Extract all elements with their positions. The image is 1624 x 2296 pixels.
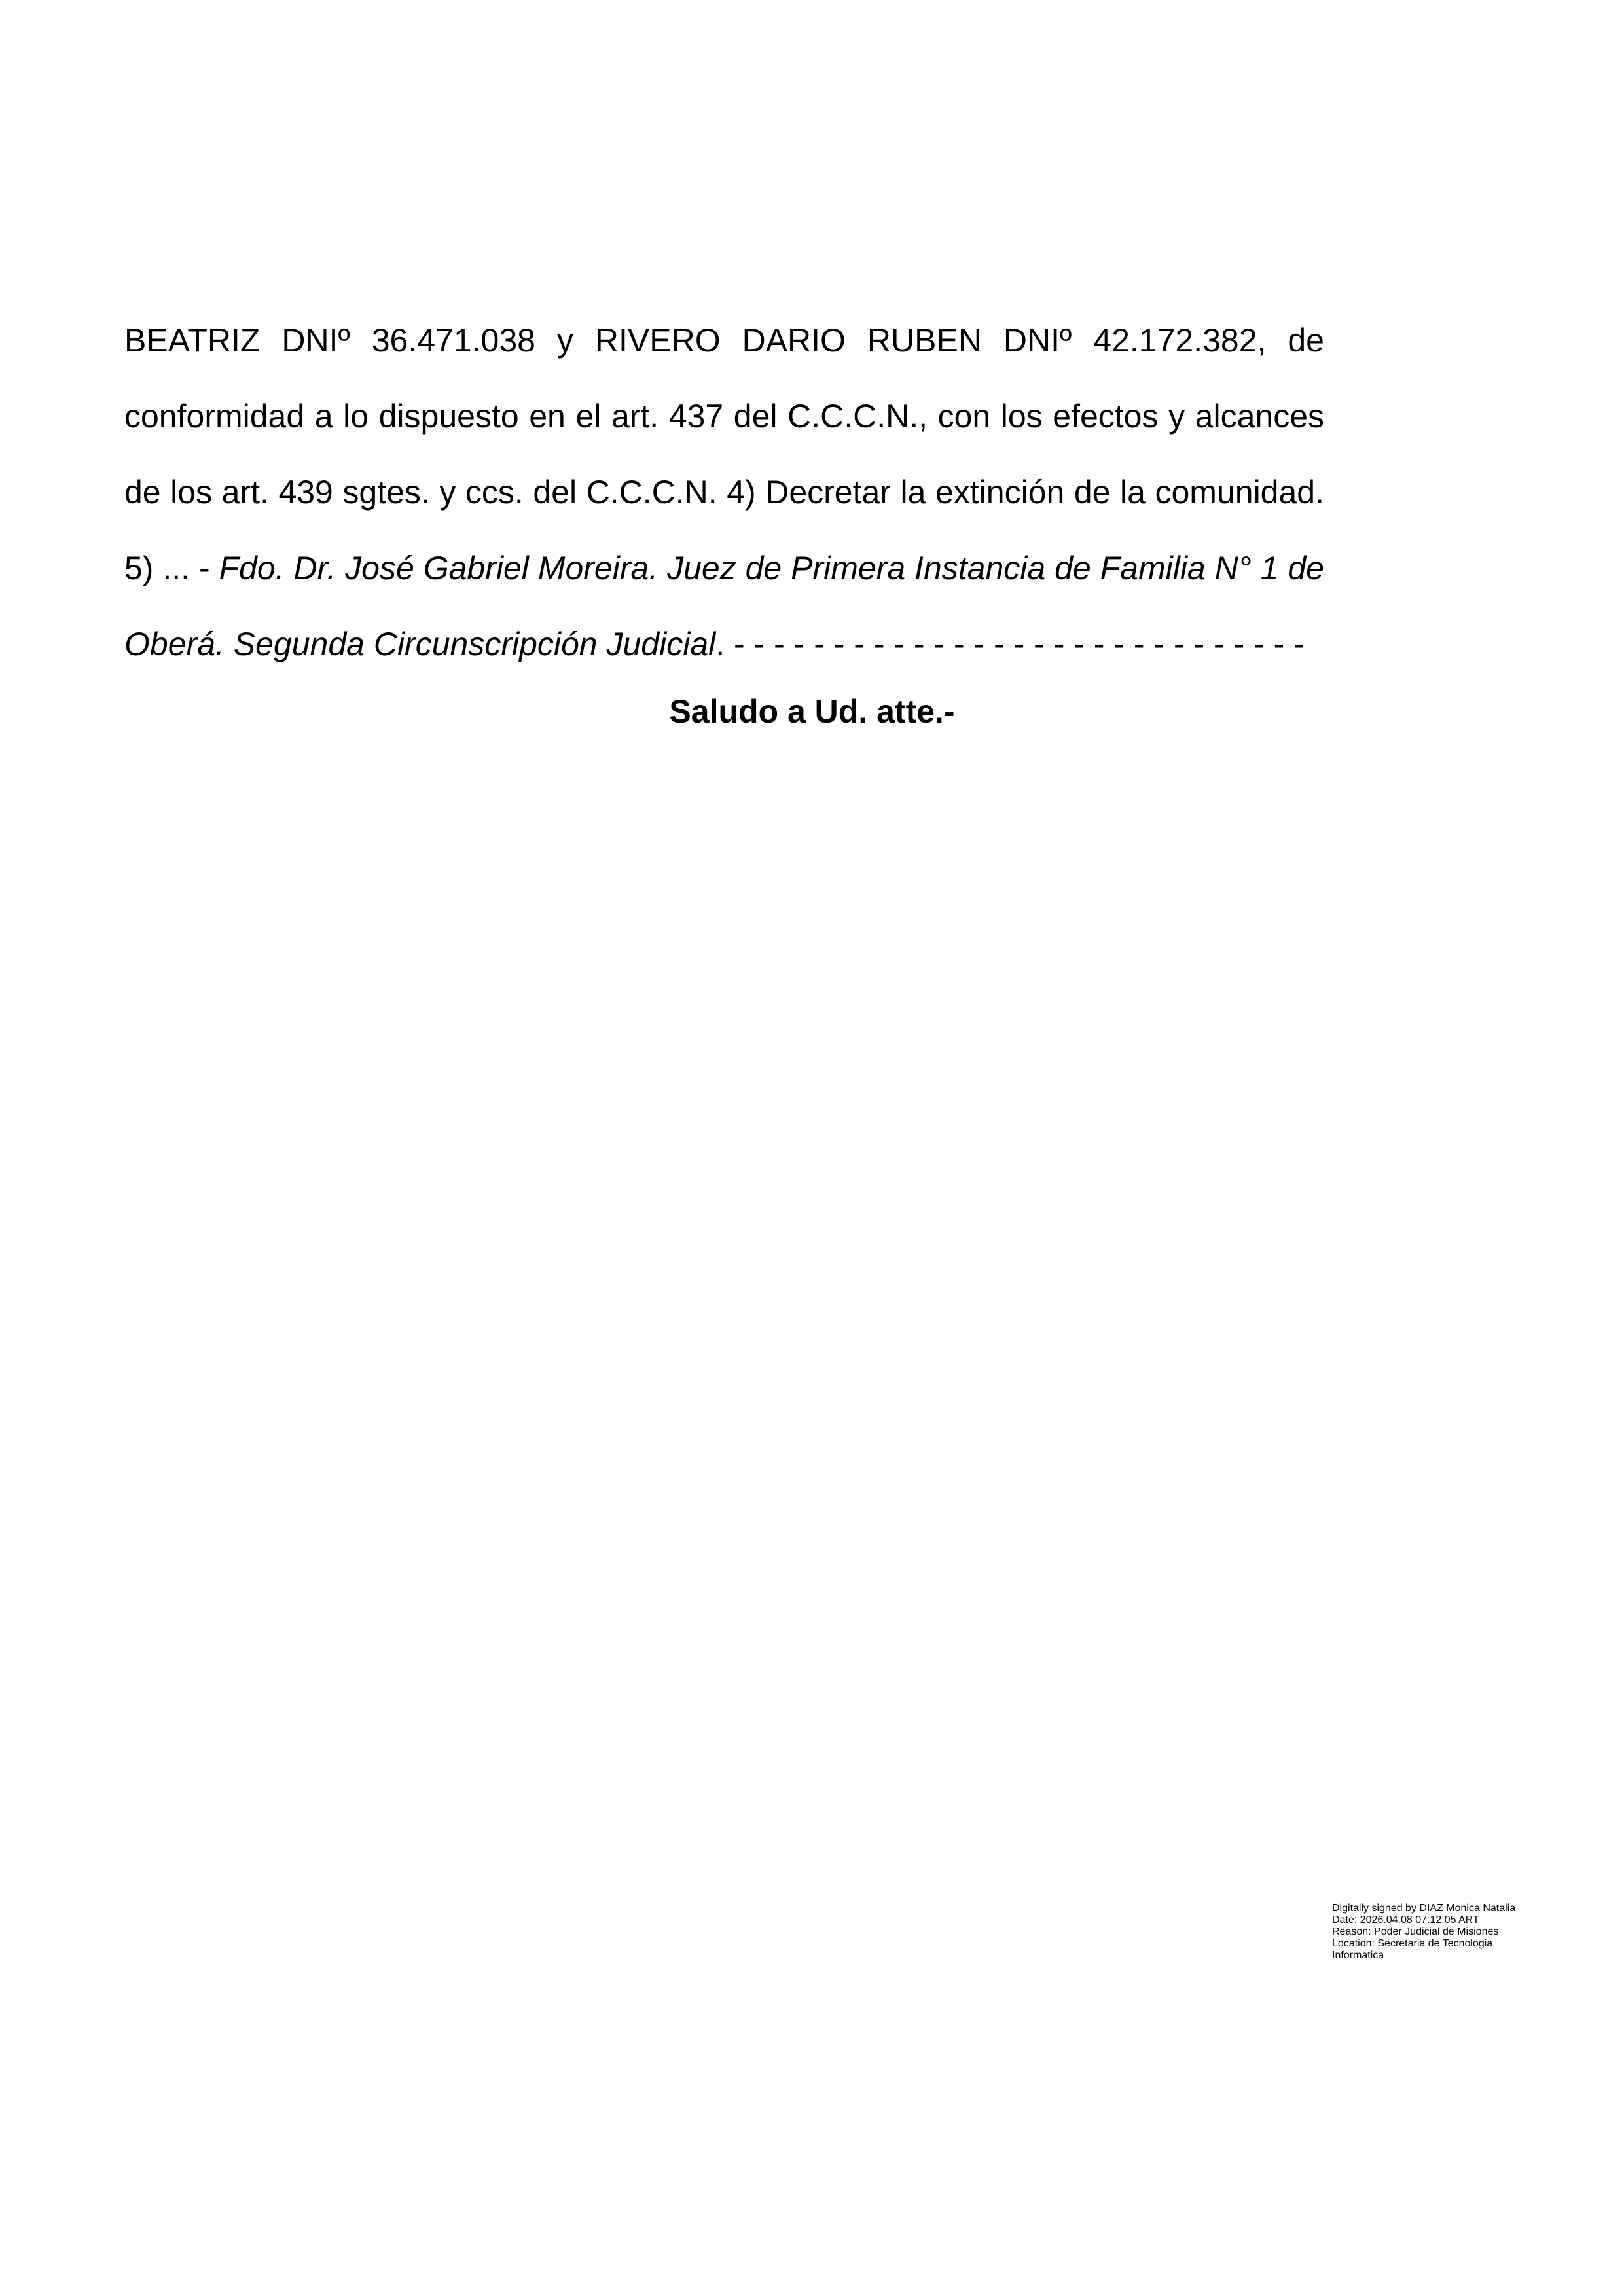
dash-filler-text: . - - - - - - - - - - - - - - - - - - - - - - - - - - - - - xyxy=(715,626,1305,662)
body-line-3-text: de los art. 439 sgtes. y ccs. del C.C.C.N. 4) Decretar la extinción de la comunidad. xyxy=(124,474,1324,511)
body-line-4-text: 5) ... - xyxy=(124,550,219,586)
closing-salutation: Saludo a Ud. atte.- xyxy=(669,693,955,730)
body-line-3 xyxy=(124,454,1324,530)
judge-signature-text: Fdo. Dr. José Gabriel Moreira. Juez de Primera Instancia de Familia N° 1 de xyxy=(219,550,1324,586)
body-line-1-text: BEATRIZ DNIº 36.471.038 y RIVERO DARIO RUBEN DNIº 42.172.382, de xyxy=(124,322,1324,359)
stamp-location-line: Location: Secretaria de Tecnologia xyxy=(1332,1938,1493,1949)
body-line-4 xyxy=(124,530,1324,606)
body-line-2-text: conformidad a lo dispuesto en el art. 437 del C.C.C.N., con los efectos y alcances xyxy=(124,398,1324,435)
stamp-signer-line: Digitally signed by DIAZ Monica Natalia xyxy=(1332,1903,1516,1914)
stamp-date-line: Date: 2026.04.08 07:12:05 ART xyxy=(1332,1914,1479,1926)
digital-signature-stamp xyxy=(1332,1903,1568,1962)
body-line-1 xyxy=(124,302,1324,378)
body-line-2 xyxy=(124,378,1324,454)
body-line-5 xyxy=(124,606,1324,682)
stamp-location-line-cont: Informatica xyxy=(1332,1950,1384,1961)
stamp-reason-line: Reason: Poder Judicial de Misiones xyxy=(1332,1926,1499,1937)
jurisdiction-text: Oberá. Segunda Circunscripción Judicial xyxy=(124,626,716,662)
order-body-text xyxy=(124,302,1324,682)
